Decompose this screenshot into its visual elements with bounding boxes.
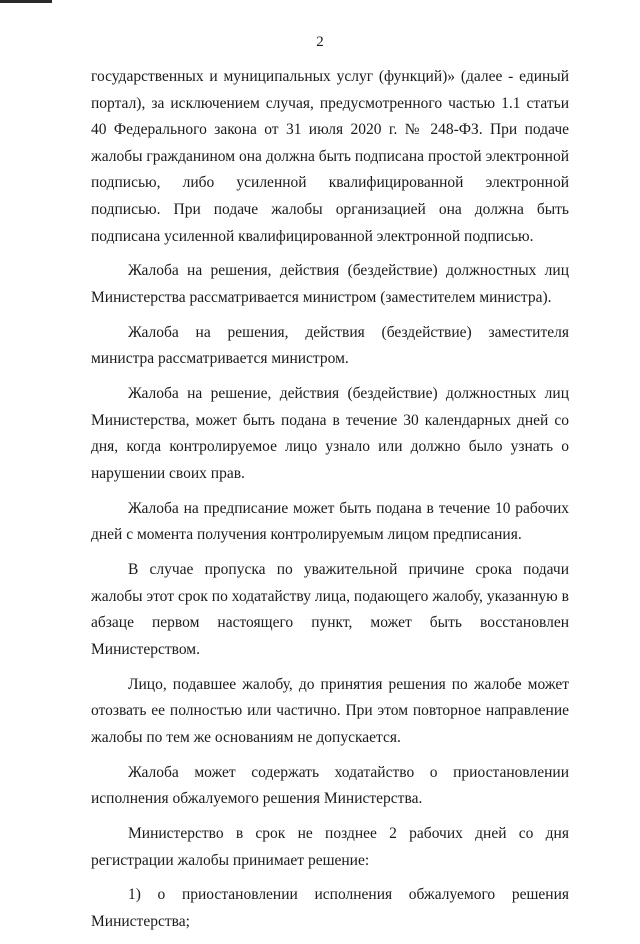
paragraph-2: Жалоба на решения, действия (бездействие) должностных лиц Министерства рассматривается министром (заместителем министра). <box>91 262 569 306</box>
page-number: 2 <box>316 34 324 50</box>
corner-mark <box>0 0 52 3</box>
paragraph-4: Жалоба на решение, действия (бездействие) должностных лиц Министерства, может быть подана в течение 30 календарных дней со дня, когда контролируемое лицо узнало или должно было узнать о нарушении своих прав. <box>91 385 569 482</box>
paragraph-8: Жалоба может содержать ходатайство о приостановлении исполнения обжалуемого решения Министерства. <box>91 763 569 808</box>
paragraph-7: Лицо, подавшее жалобу, до принятия решения по жалобе может отозвать ее полностью или частично. При этом повторное направление жалобы по тем же основаниям не допускается. <box>91 675 569 746</box>
paragraph-1: государственных и муниципальных услуг (функций)» (далее - единый портал), за исключением случая, предусмотренного частью 1.1 статьи 40 Федерального закона от 31 июля 2020 г. № 248-ФЗ. При подаче жалобы гражданином она должна быть подписана простой электронной подписью, либо усиленной квалифицированной электронной подписью. При подаче жалобы организацией она должна быть подписана усиленной квалифицированной электронной подписью. <box>91 68 569 245</box>
list-item-1: 1) о приостановлении исполнения обжалуемого решения Министерства; <box>91 886 569 930</box>
paragraph-9: Министерство в срок не позднее 2 рабочих дней со дня регистрации жалобы принимает решение: <box>91 824 569 869</box>
paragraph-3: Жалоба на решения, действия (бездействие) заместителя министра рассматривается министром. <box>91 323 569 368</box>
paragraph-5: Жалоба на предписание может быть подана в течение 10 рабочих дней с момента получения контролируемым лицом предписания. <box>91 499 569 544</box>
paragraph-6: В случае пропуска по уважительной причине срока подачи жалобы этот срок по ходатайству лица, подающего жалобу, указанную в абзаце первом настоящего пункт, может быть восстановлен Министерством. <box>91 561 569 658</box>
document-body <box>91 64 569 944</box>
